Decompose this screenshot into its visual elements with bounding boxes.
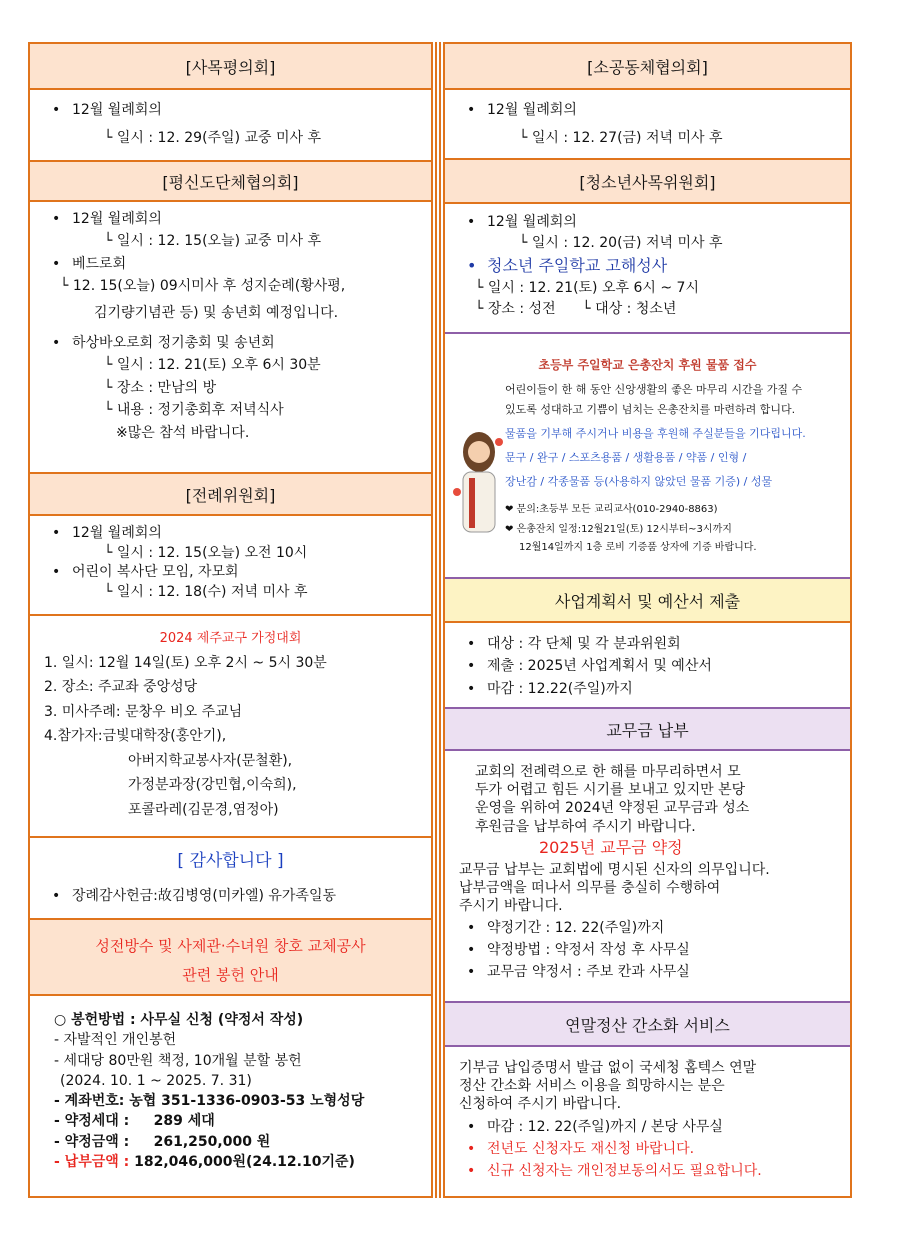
list-item: (2024. 10. 1 ~ 2025. 7. 31) <box>60 1072 252 1089</box>
poster-text: 문구 / 완구 / 스포츠용품 / 생활용품 / 약품 / 인형 / <box>505 451 747 464</box>
list-subitem: └ 일시 : 12. 21(토) 오후 6시 ~ 7시 <box>475 280 699 296</box>
list-item: - 자발적인 개인봉헌 <box>54 1032 177 1049</box>
section-title: [청소년사목위원회] <box>579 172 716 192</box>
left-column <box>28 42 433 1198</box>
list-item: • 12월 월례회의 <box>44 208 417 230</box>
poster-text: 어린이들이 한 해 동안 신앙생활의 좋은 마무리 시간을 가질 수 <box>505 383 803 396</box>
youth-committee-body <box>445 204 850 334</box>
list-item: - 세대당 80만원 책정, 10개월 분할 봉헌 <box>54 1052 302 1069</box>
list-item: • 제출 : 2025년 사업계획서 및 예산서 <box>459 655 836 677</box>
liturgy-committee-header <box>30 474 431 516</box>
youth-committee-header <box>445 160 850 204</box>
subsection-title: 2025년 교무금 약정 <box>539 837 683 857</box>
paragraph-line: 후원금을 납부하여 주시기 바랍니다. <box>475 818 696 835</box>
pledged-households: - 약정세대 : 289 세대 <box>54 1113 215 1130</box>
construction-offering-body <box>30 996 431 1196</box>
list-item: 1. 일시: 12월 14일(토) 오후 2시 ~ 5시 30분 <box>44 654 327 671</box>
church-dues-header <box>445 709 850 751</box>
list-item: • 하상바오로회 정기총회 및 송년회 <box>44 332 417 354</box>
paragraph-line: 교무금 납부는 교회법에 명시된 신자의 의무입니다. <box>459 861 770 878</box>
section-title: [소공동체협의회] <box>587 57 708 77</box>
list-item: • 12월 월례회의 <box>44 100 417 122</box>
paragraph-line: 납부금액을 떠나서 의무를 충실히 수행하여 <box>459 879 721 896</box>
list-item: 가정분과장(강민협,이숙희), <box>128 777 297 794</box>
list-item: 3. 미사주례: 문창우 비오 주교님 <box>44 703 243 720</box>
list-item: • 장례감사헌금:故김병영(미카엘) 유가족일동 <box>44 886 417 908</box>
construction-offering-header <box>30 920 431 996</box>
section-title: 사업계획서 및 예산서 제출 <box>554 591 741 611</box>
list-item: • 약정기간 : 12. 22(주일)까지 <box>459 919 836 937</box>
list-subitem: └ 일시 : 12. 18(수) 저녁 미사 후 <box>104 583 308 600</box>
section-title: 성전방수 및 사제관·수녀원 창호 교체공사 <box>95 937 366 955</box>
section-title: [사목평의회] <box>185 57 276 77</box>
list-item: • 약정방법 : 약정서 작성 후 사무실 <box>459 941 836 959</box>
list-subitem: └ 일시 : 12. 21(토) 오후 6시 30분 <box>104 357 321 374</box>
list-subitem: └ 일시 : 12. 15(오늘) 오전 10시 <box>104 544 308 561</box>
list-subitem: └ 일시 : 12. 29(주일) 교중 미사 후 <box>104 129 322 146</box>
poster-text: ❤ 문의:초등부 모든 교리교사(010-2940-8863) <box>505 504 718 515</box>
community-council-header <box>445 44 850 90</box>
note-text: ※많은 참석 바랍니다. <box>116 424 250 441</box>
list-item: • 베드로회 <box>44 253 417 275</box>
list-item: • 청소년 주일학교 고해성사 <box>459 254 836 278</box>
section-title: 2024 제주교구 가정대회 <box>159 631 302 646</box>
right-column <box>443 42 852 1198</box>
list-item: ○ 봉헌방법 : 사무실 신청 (약정서 작성) <box>54 1012 304 1028</box>
pledged-amount: - 약정금액 : 261,250,000 원 <box>54 1133 271 1150</box>
church-dues-body <box>445 751 850 1003</box>
tax-service-header <box>445 1003 850 1047</box>
thanks-body <box>30 838 431 920</box>
business-plan-body <box>445 623 850 709</box>
list-subitem: └ 장소 : 만남의 방 <box>104 379 217 396</box>
column-separator <box>435 42 441 1198</box>
donation-poster <box>445 334 850 579</box>
bulletin-page <box>28 42 852 1198</box>
list-item: • 대상 : 각 단체 및 각 분과위원회 <box>459 633 836 655</box>
poster-text: ❤ 은총잔치 일정:12월21일(토) 12시부터~3시까지 <box>505 524 732 535</box>
list-item: 4.참가자:금빛대학장(홍안기), <box>44 728 227 745</box>
poster-text: 물품을 기부해 주시거나 비용을 후원해 주실분들을 기다립니다. <box>505 427 806 440</box>
list-item: 아버지학교봉사자(문철환), <box>128 752 293 769</box>
list-item: • 전년도 신청자도 재신청 바랍니다. <box>459 1140 836 1158</box>
paragraph-line: 기부금 납입증명서 발급 없이 국세청 홈텍스 연말 <box>459 1060 757 1076</box>
section-title: [ 감사합니다 ] <box>177 851 284 871</box>
list-item: • 교무금 약정서 : 주보 칸과 사무실 <box>459 963 836 981</box>
paragraph-line: 운영을 위하여 2024년 약정된 교무금과 성소 <box>475 800 750 817</box>
list-subitem: └ 일시 : 12. 15(오늘) 교중 미사 후 <box>104 233 322 250</box>
account-number: - 계좌번호: 농협 351-1336-0903-53 노형성당 <box>54 1093 365 1110</box>
pastoral-council-body <box>30 90 431 162</box>
laity-council-header <box>30 162 431 202</box>
pastoral-council-header <box>30 44 431 90</box>
poster-text: 12월14일까지 1층 로비 기증품 상자에 기증 바랍니다. <box>519 542 757 553</box>
liturgy-committee-body <box>30 516 431 616</box>
poster-text: 장난감 / 각종물품 등(사용하지 않았던 물품 기증) / 성물 <box>505 475 773 488</box>
list-item: 포콜라레(김문경,염정아) <box>128 801 279 818</box>
section-title: 연말정산 간소화 서비스 <box>565 1015 730 1035</box>
tax-service-body <box>445 1047 850 1187</box>
list-item: 2. 장소: 주교좌 중앙성당 <box>44 679 198 696</box>
paragraph-line: 정산 간소화 서비스 이용을 희망하시는 분은 <box>459 1078 725 1095</box>
list-item: • 마감 : 12.22(주일)까지 <box>459 678 836 700</box>
list-item: • 마감 : 12. 22(주일)까지 / 본당 사무실 <box>459 1118 836 1136</box>
list-subitem: └ 장소 : 성전 └ 대상 : 청소년 <box>475 301 677 317</box>
list-subitem: └ 내용 : 정기총회후 저녁식사 <box>104 402 284 419</box>
list-item: • 신규 신청자는 개인정보동의서도 필요합니다. <box>459 1162 836 1180</box>
paragraph-line: 두가 어렵고 힘든 시기를 보내고 있지만 본당 <box>475 782 746 799</box>
paragraph-line: 교회의 전례력으로 한 해를 마무리하면서 모 <box>475 764 741 780</box>
section-title: [전례위원회] <box>185 485 276 505</box>
business-plan-header <box>445 579 850 623</box>
section-title: [평신도단체협의회] <box>162 172 299 192</box>
paragraph-line: 신청하여 주시기 바랍니다. <box>459 1096 622 1113</box>
section-title: 관련 봉헌 안내 <box>182 965 279 984</box>
list-subitem: 김기량기념관 등) 및 송년회 예정입니다. <box>94 304 339 321</box>
paragraph-line: 주시기 바랍니다. <box>459 897 563 914</box>
community-council-body <box>445 90 850 160</box>
list-item: • 12월 월례회의 <box>459 212 836 233</box>
paid-value: 182,046,000원(24.12.10기준) <box>134 1154 355 1171</box>
list-subitem: └ 일시 : 12. 27(금) 저녁 미사 후 <box>519 129 723 146</box>
laity-council-body <box>30 202 431 474</box>
jesus-illustration-icon <box>449 422 509 542</box>
section-title: 교무금 납부 <box>606 720 689 740</box>
list-subitem: └ 일시 : 12. 20(금) 저녁 미사 후 <box>519 235 723 251</box>
list-item: • 어린이 복사단 모임, 자모회 <box>44 563 417 583</box>
paid-label: - 납부금액 : <box>54 1154 130 1171</box>
list-subitem: └ 12. 15(오늘) 09시미사 후 성지순례(황사평, <box>60 278 346 295</box>
family-convention-body <box>30 616 431 838</box>
poster-text: 있도록 성대하고 기쁨이 넘치는 은총잔치를 마련하려 합니다. <box>505 403 796 416</box>
list-item: • 12월 월례회의 <box>44 524 417 544</box>
paid-amount <box>54 1152 417 1172</box>
poster-title: 초등부 주일학교 은총잔치 후원 물품 접수 <box>538 358 757 372</box>
list-item: • 12월 월례회의 <box>459 100 836 122</box>
